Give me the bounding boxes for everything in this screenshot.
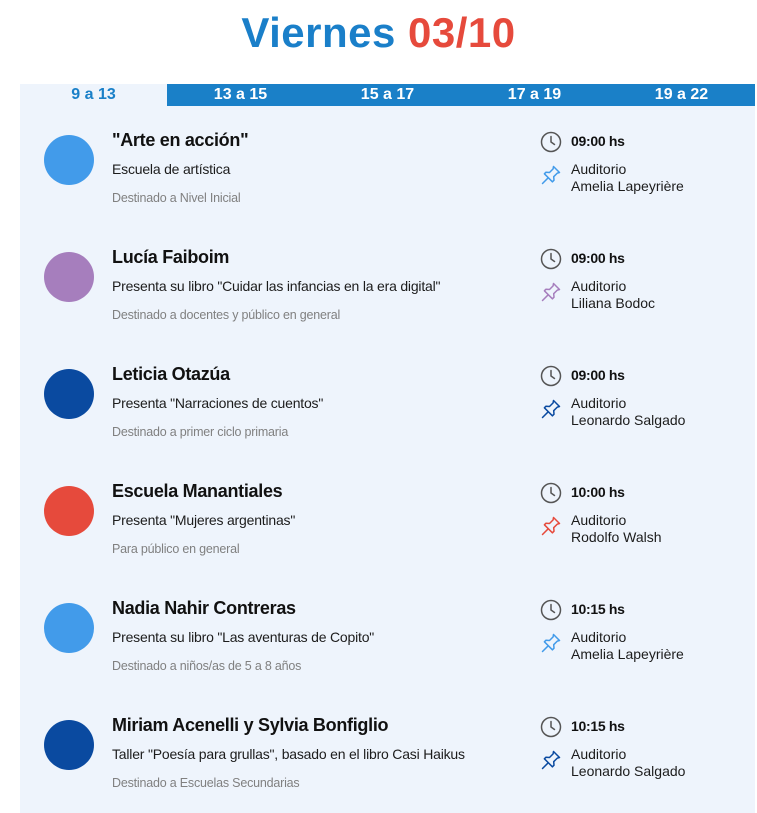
event-item (20, 340, 755, 457)
tab-9-13[interactable]: 9 a 13 (20, 84, 167, 106)
event-location-line1: Auditorio (571, 629, 627, 645)
event-location-line1: Auditorio (571, 395, 627, 411)
event-audience: Para público en general (112, 542, 240, 556)
event-location-line2: Rodolfo Walsh (571, 529, 662, 545)
event-time: 10:15 hs (571, 718, 625, 734)
event-item (20, 223, 755, 340)
event-location-line1: Auditorio (571, 278, 627, 294)
event-description: Presenta su libro "Cuidar las infancias en la era digital" (112, 278, 441, 294)
title-day: Viernes (241, 9, 396, 56)
pushpin-icon (540, 281, 562, 303)
event-time: 09:00 hs (571, 367, 625, 383)
clock-icon (540, 716, 562, 738)
time-tabs (20, 84, 755, 106)
pushpin-icon (540, 398, 562, 420)
event-title: Lucía Faiboim (112, 247, 230, 267)
event-time: 10:15 hs (571, 601, 625, 617)
event-location-line1: Auditorio (571, 746, 627, 762)
event-location (571, 161, 684, 195)
event-color-dot (44, 369, 94, 419)
event-location-line2: Leonardo Salgado (571, 412, 686, 428)
clock-icon (540, 365, 562, 387)
event-location-line1: Auditorio (571, 512, 627, 528)
events-panel (20, 106, 755, 813)
event-description: Presenta "Mujeres argentinas" (112, 512, 296, 528)
event-location (571, 278, 655, 312)
clock-icon (540, 248, 562, 270)
tab-17-19[interactable]: 17 a 19 (461, 84, 608, 106)
event-title: Leticia Otazúa (112, 364, 230, 384)
clock-icon (540, 482, 562, 504)
event-title: "Arte en acción" (112, 130, 249, 150)
event-description: Escuela de artística (112, 161, 231, 177)
event-title: Miriam Acenelli y Sylvia Bonfiglio (112, 715, 389, 735)
event-item (20, 691, 755, 808)
event-color-dot (44, 486, 94, 536)
event-audience: Destinado a Escuelas Secundarias (112, 776, 300, 790)
title-date: 03/10 (408, 9, 516, 56)
event-location-line1: Auditorio (571, 161, 627, 177)
event-location (571, 746, 685, 780)
event-item (20, 574, 755, 691)
event-location (571, 629, 684, 663)
event-audience: Destinado a niños/as de 5 a 8 años (112, 659, 302, 673)
event-description: Presenta "Narraciones de cuentos" (112, 395, 324, 411)
pushpin-icon (540, 164, 562, 186)
tab-19-22[interactable]: 19 a 22 (608, 84, 755, 106)
event-color-dot (44, 252, 94, 302)
event-time: 10:00 hs (571, 484, 625, 500)
event-title: Nadia Nahir Contreras (112, 598, 296, 618)
tab-13-15[interactable]: 13 a 15 (167, 84, 314, 106)
event-time: 09:00 hs (571, 250, 625, 266)
page-title (0, 8, 757, 58)
pushpin-icon (540, 515, 562, 537)
event-location (571, 395, 685, 429)
event-color-dot (44, 603, 94, 653)
event-location (571, 512, 662, 546)
event-description: Taller "Poesía para grullas", basado en el libro Casi Haikus (112, 746, 465, 762)
event-color-dot (44, 720, 94, 770)
event-location-line2: Liliana Bodoc (571, 295, 656, 311)
event-audience: Destinado a docentes y público en general (112, 308, 341, 322)
event-item (20, 106, 755, 223)
event-item (20, 457, 755, 574)
event-time: 09:00 hs (571, 133, 625, 149)
pushpin-icon (540, 749, 562, 771)
event-color-dot (44, 135, 94, 185)
event-location-line2: Amelia Lapeyrière (571, 646, 684, 662)
event-audience: Destinado a Nivel Inicial (112, 191, 241, 205)
event-description: Presenta su libro "Las aventuras de Copito" (112, 629, 375, 645)
event-audience: Destinado a primer ciclo primaria (112, 425, 289, 439)
pushpin-icon (540, 632, 562, 654)
tab-15-17[interactable]: 15 a 17 (314, 84, 461, 106)
event-location-line2: Leonardo Salgado (571, 763, 686, 779)
event-title: Escuela Manantiales (112, 481, 283, 501)
clock-icon (540, 599, 562, 621)
clock-icon (540, 131, 562, 153)
event-location-line2: Amelia Lapeyrière (571, 178, 684, 194)
